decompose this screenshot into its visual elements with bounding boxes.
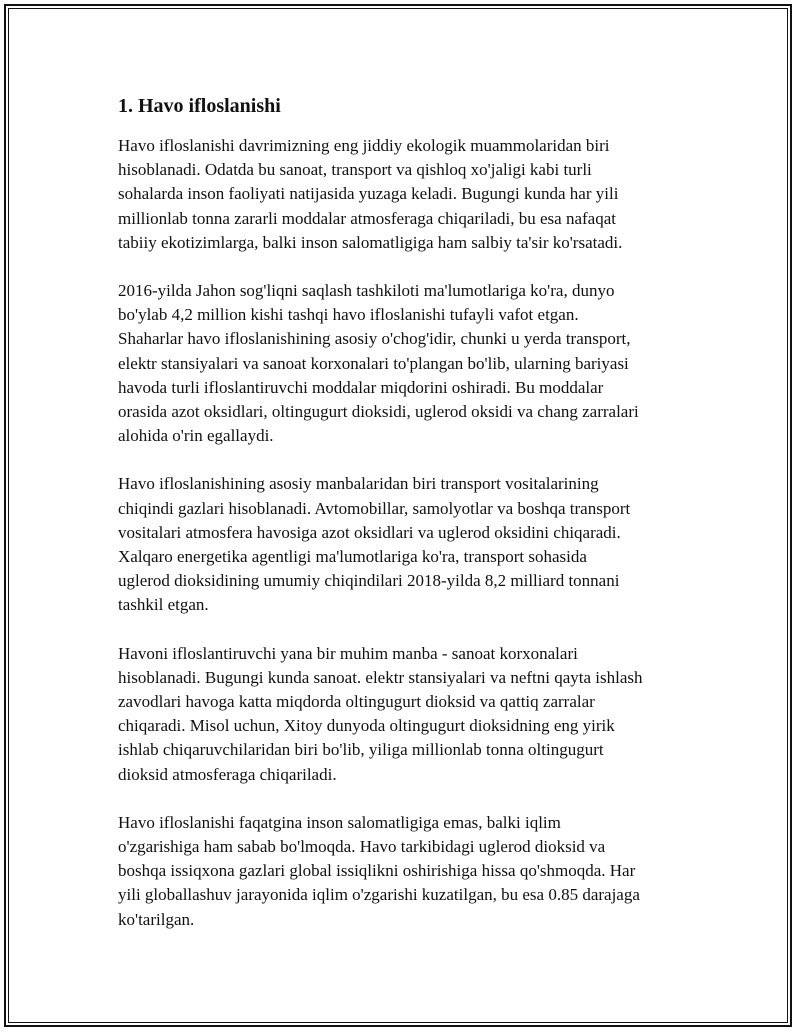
paragraph-line: hisoblanadi. Bugungi kunda sanoat. elektr stansiyalari va neftni qayta ishlash bbox=[118, 667, 643, 687]
paragraph-line: orasida azot oksidlari, oltingugurt dioksidi, uglerod oksidi va chang zarralari bbox=[118, 402, 639, 422]
paragraph-line: Havo ifloslanishining asosiy manbalaridan biri transport vositalarining bbox=[118, 474, 599, 494]
paragraph-line: o'zgarishiga ham sabab bo'lmoqda. Havo tarkibidagi uglerod dioksid va bbox=[118, 837, 606, 857]
document-body bbox=[118, 92, 688, 956]
paragraph-line: zavodlari havoga katta miqdorda oltingugurt dioksid va qattiq zarralar bbox=[118, 692, 595, 712]
paragraph-line: tashkil etgan. bbox=[118, 595, 209, 615]
paragraph-5 bbox=[118, 811, 688, 932]
paragraph-line: dioksid atmosferaga chiqariladi. bbox=[118, 764, 337, 784]
paragraph-line: tabiiy ekotizimlarga, balki inson salomatligiga ham salbiy ta'sir ko'rsatadi. bbox=[118, 232, 623, 252]
paragraph-line: Shaharlar havo ifloslanishining asosiy o'chog'idir, chunki u yerda transport, bbox=[118, 329, 631, 349]
paragraph-line: chiqaradi. Misol uchun, Xitoy dunyoda oltingugurt dioksidning eng yirik bbox=[118, 716, 615, 736]
paragraph-line: vositalari atmosfera havosiga azot oksidlari va uglerod oksidini chiqaradi. bbox=[118, 522, 621, 542]
paragraph-line: sohalarda inson faoliyati natijasida yuzaga keladi. Bugungi kunda har yili bbox=[118, 184, 619, 204]
paragraph-1 bbox=[118, 134, 688, 255]
paragraph-3 bbox=[118, 472, 688, 617]
paragraph-line: hisoblanadi. Odatda bu sanoat, transport va qishloq xo'jaligi kabi turli bbox=[118, 160, 592, 180]
paragraph-line: boshqa issiqxona gazlari global issiqlikni oshirishiga hissa qo'shmoqda. Har bbox=[118, 861, 636, 881]
paragraph-line: chiqindi gazlari hisoblanadi. Avtomobillar, samolyotlar va boshqa transport bbox=[118, 498, 631, 518]
paragraph-line: Xalqaro energetika agentligi ma'lumotlariga ko'ra, transport sohasida bbox=[118, 547, 587, 567]
paragraph-line: havoda turli ifloslantiruvchi moddalar miqdorini oshiradi. Bu moddalar bbox=[118, 377, 604, 397]
paragraph-line: elektr stansiyalari va sanoat korxonalari to'plangan bo'lib, ularning bariyasi bbox=[118, 353, 629, 373]
paragraph-line: alohida o'rin egallaydi. bbox=[118, 426, 274, 446]
paragraph-2 bbox=[118, 279, 688, 448]
paragraph-line: Havo ifloslanishi davrimizning eng jiddiy ekologik muammolaridan biri bbox=[118, 136, 610, 155]
paragraph-line: Havoni ifloslantiruvchi yana bir muhim manba - sanoat korxonalari bbox=[118, 643, 578, 663]
paragraph-line: 2016-yilda Jahon sog'liqni saqlash tashkiloti ma'lumotlariga ko'ra, dunyo bbox=[118, 281, 615, 301]
section-heading: 1. Havo ifloslanishi bbox=[118, 95, 281, 117]
paragraph-line: bo'ylab 4,2 million kishi tashqi havo ifloslanishi tufayli vafot etgan. bbox=[118, 305, 579, 325]
paragraph-4 bbox=[118, 642, 688, 787]
paragraph-line: millionlab tonna zararli moddalar atmosferaga chiqariladi, bu esa nafaqat bbox=[118, 208, 616, 228]
paragraph-line: ko'tarilgan. bbox=[118, 909, 195, 929]
paragraph-line: Havo ifloslanishi faqatgina inson salomatligiga emas, balki iqlim bbox=[118, 812, 561, 832]
paragraph-line: yili globallashuv jarayonida iqlim o'zgarishi kuzatilgan, bu esa 0.85 darajaga bbox=[118, 885, 640, 905]
paragraph-line: uglerod dioksidining umumiy chiqindilari 2018-yilda 8,2 milliard tonnani bbox=[118, 571, 620, 591]
paragraph-line: ishlab chiqaruvchilaridan biri bo'lib, yiliga millionlab tonna oltingugurt bbox=[118, 740, 604, 760]
